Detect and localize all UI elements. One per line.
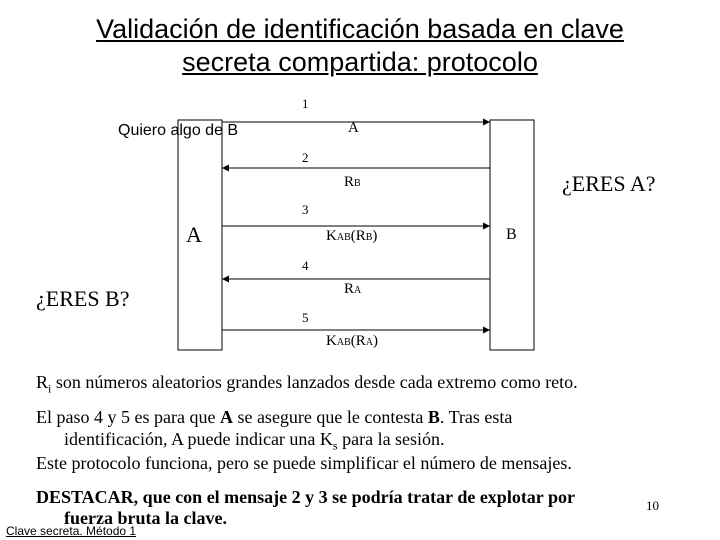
step-number-2: 2 [302, 150, 309, 165]
message-2-label: RB [344, 174, 361, 190]
title-line-1: Validación de identificación basada en clave [96, 14, 624, 44]
paragraph-steps-line-2: identificación, A puede indicar una $K_s$ para la sesión. [64, 429, 445, 453]
message-5-label: KAB(RA) [326, 333, 378, 349]
party-a-label: A [186, 222, 202, 247]
page-number: 10 [646, 498, 659, 513]
paragraph-highlight-line-2: fuerza bruta la clave. [64, 508, 227, 528]
message-3-label: KAB(RB) [326, 228, 378, 244]
footer-label: Clave secreta. Método 1 [6, 524, 137, 538]
right-question: ¿ERES A? [562, 171, 656, 196]
party-b-label: B [506, 226, 517, 243]
paragraph-protocol: Este protocolo funciona, pero se puede simplificar el número de mensajes. [36, 453, 572, 473]
step-number-5: 5 [302, 310, 309, 325]
step-number-3: 3 [302, 202, 309, 217]
message-1-label: A [348, 120, 359, 136]
step-number-1: 1 [302, 96, 309, 111]
title-line-2: secreta compartida: protocolo [182, 47, 538, 77]
paragraph-steps-line-1: El paso 4 y 5 es para que A se asegure que le contesta B. Tras esta [36, 407, 513, 427]
step-number-4: 4 [302, 258, 309, 273]
message-4-label: RA [344, 281, 362, 297]
left-question: ¿ERES B? [36, 286, 130, 311]
paragraph-highlight-line-1: DESTACAR, que con el mensaje 2 y 3 se podría tratar de explotar por [36, 487, 575, 507]
left-note: Quiero algo de B [118, 122, 239, 139]
paragraph-random-numbers: $R_i$ son números aleatorios grandes lanzados desde cada extremo como reto. [36, 372, 578, 396]
